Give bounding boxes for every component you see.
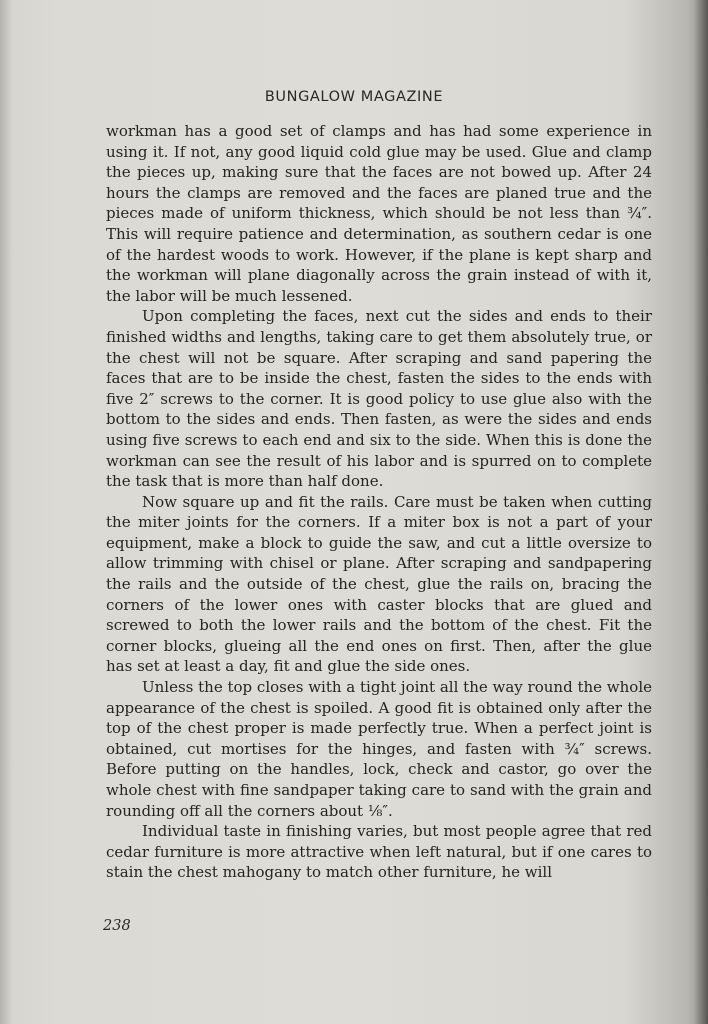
page-number: 238 [103, 918, 131, 934]
article-body [106, 121, 652, 883]
running-header: BUNGALOW MAGAZINE [264, 89, 444, 105]
paragraph: Upon completing the faces, next cut the sides and ends to their finished widths and lengths, taking care to get them absolutely true, or the chest will not be square. After scraping and sand papering the faces that are to be inside the chest, fasten the sides to the ends with five 2″ screws to the corner. It is good policy to use glue also with the bottom to the sides and ends. Then fasten, as were the sides and ends using five screws to each end and six to the side. When this is done the workman can see the result of his labor and is spurred on to complete the task that is more than half done. [106, 307, 652, 491]
paragraph: Individual taste in finishing varies, but most people agree that red cedar furniture is more attractive when left natural, but if one cares to stain the chest mahogany to match other furniture, he will [106, 822, 652, 882]
paragraph-continued: workman has a good set of clamps and has had some experience in using it. If not, any good liquid cold glue may be used. Glue and clamp the pieces up, making sure that the faces are not bowed up. After 24 hours the clamps are removed and the faces are planed true and the pieces made of uniform thickness, which should be not less than ¾″. This will require patience and determination, as southern cedar is one of the hardest woods to work. However, if the plane is kept sharp and the workman will plane diagonally across the grain instead of with it, the labor will be much lessened. [106, 122, 652, 305]
page-edge-shadow [694, 0, 708, 1024]
paragraph: Now square up and fit the rails. Care must be taken when cutting the miter joints for the corners. If a miter box is not a part of your equipment, make a block to guide the saw, and cut a little oversize to allow trimming with chisel or plane. After scraping and sandpapering the rails and the outside of the chest, glue the rails on, bracing the corners of the lower ones with caster blocks that are glued and screwed to both the lower rails and the bottom of the chest. Fit the corner blocks, glueing all the end ones on first. Then, after the glue has set at least a day, fit and glue the side ones. [106, 492, 652, 676]
gutter-shadow [0, 0, 12, 1024]
paragraph: Unless the top closes with a tight joint all the way round the whole appearance of the chest is spoiled. A good fit is obtained only after the top of the chest proper is made perfectly true. When a perfect joint is obtained, cut mortises for the hinges, and fasten with ¾″ screws. Before putting on the handles, lock, check and castor, go over the whole chest with fine sandpaper taking care to sand with the grain and rounding off all the corners about ⅛″. [106, 678, 652, 820]
